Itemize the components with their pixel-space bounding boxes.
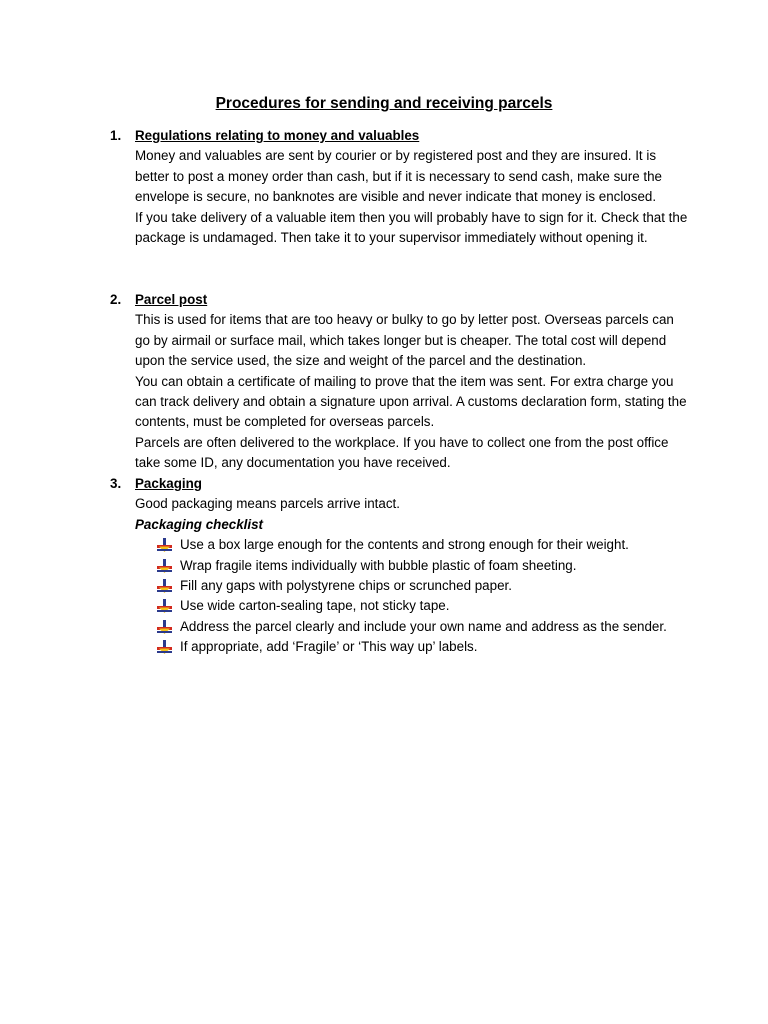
section-heading: Regulations relating to money and valuables <box>135 128 420 143</box>
paragraph: If you take delivery of a valuable item then you will probably have to sign for it. Check that the package is undamaged. Then take it to your supervisor immediately without opening it. <box>135 209 688 246</box>
arrow-bullet-icon <box>157 579 173 593</box>
section-number: 3. <box>110 476 122 491</box>
arrow-bullet-icon <box>157 559 173 573</box>
arrow-bullet-icon <box>157 599 173 613</box>
checklist-item-text: Use wide carton-sealing tape, not sticky tape. <box>180 598 450 614</box>
checklist-title: Packaging checklist <box>135 516 264 532</box>
paragraph: You can obtain a certificate of mailing to prove that the item was sent. For extra charge you can track delivery and obtain a signature upon arrival. A customs declaration form, stating the contents, must be completed for overseas parcels. <box>135 373 687 430</box>
list-item <box>135 576 690 596</box>
section-heading: Parcel post <box>135 292 208 307</box>
checklist-item-text: Fill any gaps with polystyrene chips or scrunched paper. <box>180 578 512 594</box>
section-number: 1. <box>110 128 122 143</box>
checklist-item-text: Wrap fragile items individually with bubble plastic of foam sheeting. <box>180 557 577 573</box>
section-body <box>135 126 690 248</box>
paragraph: This is used for items that are too heavy or bulky to go by letter post. Overseas parcels can go by airmail or surface mail, which takes longer but is cheaper. The total cost will depend upon the service used, the size and weight of the parcel and the destination. <box>135 312 674 369</box>
section-body <box>135 474 690 658</box>
list-item <box>135 617 690 637</box>
paragraph: Good packaging means parcels arrive intact. <box>135 496 400 512</box>
list-item <box>135 637 690 657</box>
list-item <box>135 556 690 576</box>
section-number: 2. <box>110 292 122 307</box>
paragraph: Money and valuables are sent by courier or by registered post and they are insured. It is better to post a money order than cash, but if it is necessary to send cash, make sure the envelope is secure, no banknotes are visible and never indicate that money is enclosed. <box>135 148 662 205</box>
list-item <box>135 596 690 616</box>
arrow-bullet-icon <box>157 620 173 634</box>
document-title: Procedures for sending and receiving parcels <box>215 95 553 112</box>
arrow-bullet-icon <box>157 640 173 654</box>
section-body <box>135 290 690 474</box>
section-heading: Packaging <box>135 476 202 491</box>
checklist-item-text: If appropriate, add ‘Fragile’ or ‘This way up’ labels. <box>180 639 478 655</box>
checklist-item-text: Use a box large enough for the contents and strong enough for their weight. <box>180 537 629 553</box>
checklist-item-text: Address the parcel clearly and include your own name and address as the sender. <box>180 618 667 634</box>
paragraph: Parcels are often delivered to the workplace. If you have to collect one from the post office take some ID, any documentation you have received. <box>135 434 669 471</box>
arrow-bullet-icon <box>157 538 173 552</box>
packaging-checklist <box>135 535 690 657</box>
list-item <box>135 535 690 555</box>
